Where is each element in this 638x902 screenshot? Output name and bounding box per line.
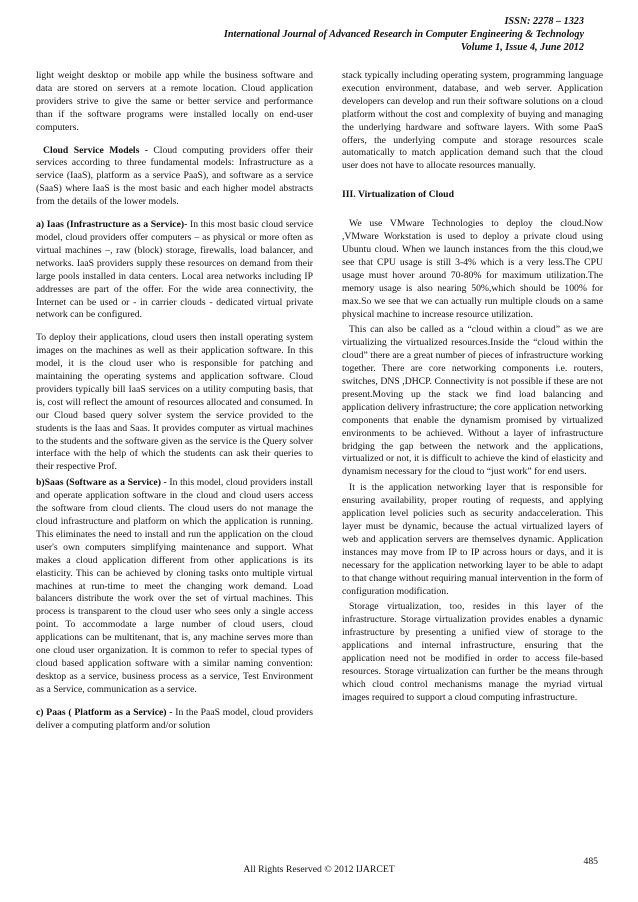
journal-title-header: International Journal of Advanced Research in Computer Engineering & Technology [223,29,584,40]
paragraph-body: In this most basic cloud service model, cloud providers offer computers – as physical or more often as virtual machines –, raw (block) storage, firewalls, load balancer, and networks. IaaS providers supply these resources on demand from their large pools installed in data centers. Local area networks including IP addresses are part of the offer. For the wide area connectivity, the Internet can be used or - in carrier clouds - dedicated virtual private network can be configured. [36,219,313,321]
volume-header: Volume 1, Issue 4, June 2012 [460,42,584,53]
run-in-heading: a) Iaas (Infrastructure as a Service)- [36,219,188,231]
page-number: 485 [583,856,598,867]
paragraph-cloud-service-models [36,145,313,210]
run-in-heading: Cloud Service Models - [43,144,148,156]
paragraph: stack typically including operating system, programming language execution environment, database, and web server. Application developers can develop and run their software solutions on a cloud platform without the cost and complexity of buying and managing the underlying hardware and software layers. With some PaaS offers, the underlying compute and storage resources scale automatically to match application demand such that the cloud user does not have to allocate resources manually. [342,70,603,172]
paragraph-iaas [36,219,313,322]
paragraph-saas [36,477,313,696]
paragraph: Storage virtualization, too, resides in this layer of the infrastructure. Storage virtualization provides enables a dynamic infrastructure by presenting a unified view of storage to the applications and internal infrastructure, ensuring that the application need not be modified in order to access file-based resources. Storage virtualization can further be the means through which cloud control mechanisms manage the myriad virtual images required to support a cloud computing infrastructure. [342,601,603,703]
right-column [342,70,603,708]
issn-header: ISSN: 2278 – 1323 [504,16,584,27]
paragraph-body: Cloud computing providers offer their services according to three fundamental models: Infrastructure as a service (IaaS), platform as a service PaaS), and software as a service (SaaS) where IaaS is the most basic and each higher model abstracts from the details of the lower models. [36,144,313,208]
paragraph-paas [36,707,313,733]
paragraph: light weight desktop or mobile app while the business software and data are stored on servers at a remote location. Cloud application providers strive to give the same or better service and performance than if the software programs were installed locally on end-user computers. [36,70,313,133]
left-column [36,70,313,743]
paragraph: To deploy their applications, cloud users then install operating system images on the machines as well as their application software. In this model, it is the cloud user who is responsible for patching and maintaining the operating systems and application software. Cloud providers typically bill IaaS services on a utility computing basis, that is, cost will reflect the amount of resources allocated and consumed. In our Cloud based query solver system the service provided to the students is the Iaas and Saas. It provides computer as virtual machines to the students and the software given as the service is the Query solver interface with the help of which the students can ask their queries to their respective Prof. [36,332,313,473]
copyright-footer: All Rights Reserved © 2012 IJARCET [243,864,395,875]
paragraph-body: In the PaaS model, cloud providers deliver a computing platform and/or solution [36,706,313,731]
paragraph: This can also be called as a “cloud within a cloud” as we are virtualizing the virtualized resources.Inside the “cloud within the cloud” there are a great number of pieces of infrastructure working together. There are core networking components i.e. routers, switches, DNS ,DHCP. Connectivity is not possible if these are not present.Moving up the stack we find load balancing and application delivery infrastructure; the core application networking components that enable the dynamism promised by virtualized environments to be achieved. Without a layer of infrastructure bridging the gap between the network and the applications, virtualized or not, it is difficult to achieve the kind of elasticity and dynamism necessary for the cloud to “just work” for end users. [342,324,603,478]
paragraph: We use VMware Technologies to deploy the cloud.Now ,VMware Workstation is used to deploy a private cloud using Ubuntu cloud. When we launch instances from the this cloud,we see that CPU usage is still 3-4% which is a very less.The CPU usage must hover around 70-80% for maximum utilization.The memory usage is also nearing 50%,which should be 100% for max.So we see that we can actually run multiple clouds on a same physical machine to increase resource utilization. [342,218,603,320]
run-in-heading: c) Paas ( Platform as a Service) - [36,706,173,718]
run-in-heading: b)Saas (Software as a Service) - [36,477,167,489]
paragraph-body: In this model, cloud providers install and operate application software in the cloud and cloud users access the software from cloud clients. The cloud users do not manage the cloud infrastructure and platform on which the application is running. This eliminates the need to install and run the application on the cloud user's own computers simplifying maintenance and support. What makes a cloud application different from other applications is its elasticity. This can be achieved by cloning tasks onto multiple virtual machines at run-time to meet the changing work demand. Load balancers distribute the work over the set of virtual machines. This process is transparent to the cloud user who sees only a single access point. To accommodate a large number of cloud users, cloud applications can be multitenant, that is, any machine serves more than one cloud user organization. It is common to refer to special types of cloud based application software with a similar naming convention: desktop as a service, business process as a service, Test Environment as a Service, communication as a service. [36,477,313,695]
paragraph: It is the application networking layer that is responsible for ensuring availability, proper routing of requests, and applying application level policies such as security andacceleration. This layer must be dynamic, because the actual virtualized layers of web and application servers are themselves dynamic. Application instances may move from IP to IP across hours or days, and it is necessary for the application networking layer to be able to adapt to that change without requiring manual intervention in the form of configuration modification. [342,482,603,597]
section-heading: III. Virtualization of Cloud [342,189,454,201]
